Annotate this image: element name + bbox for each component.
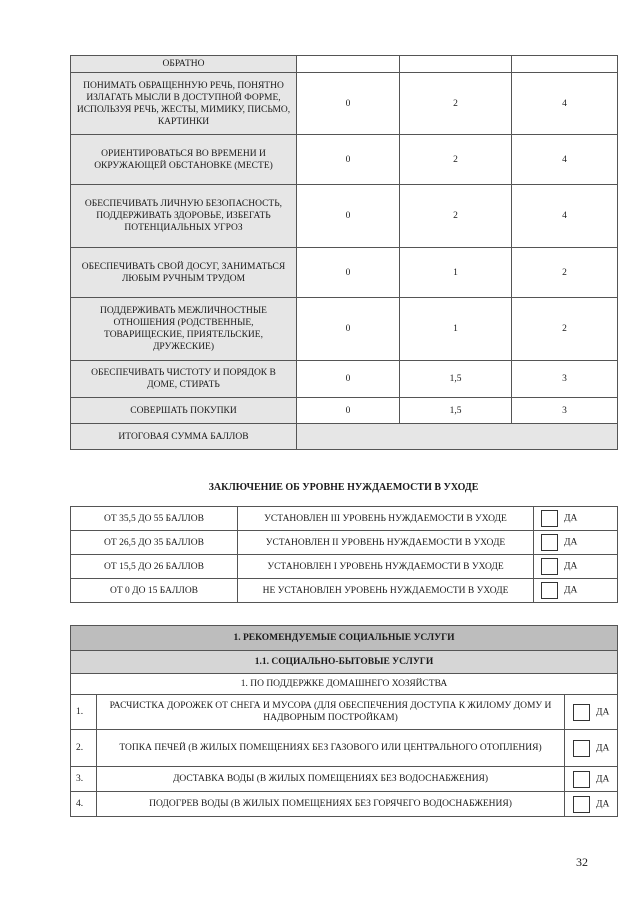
table-row	[71, 792, 618, 817]
score-range: ОТ 35,5 ДО 55 БАЛЛОВ	[71, 507, 238, 531]
row-label: ОБРАТНО	[71, 56, 297, 73]
table-row	[71, 185, 618, 248]
yes-option	[565, 767, 618, 792]
score-table	[70, 55, 618, 450]
yes-label: ДА	[564, 561, 578, 572]
yes-checkbox[interactable]	[573, 704, 590, 721]
yes-checkbox[interactable]	[541, 582, 558, 599]
care-level: НЕ УСТАНОВЛЕН УРОВЕНЬ НУЖДАЕМОСТИ В УХОДЕ	[238, 579, 534, 603]
row-label: ПОНИМАТЬ ОБРАЩЕННУЮ РЕЧЬ, ПОНЯТНО ИЗЛАГАТЬ МЫСЛИ В ДОСТУПНОЙ ФОРМЕ, ИСПОЛЬЗУЯ РЕЧЬ, ЖЕСТЫ, МИМИКУ, ПИСЬМО, КАРТИНКИ	[71, 73, 297, 135]
yes-option	[565, 730, 618, 767]
subsection-heading-row	[71, 651, 618, 674]
score-range: ОТ 0 ДО 15 БАЛЛОВ	[71, 579, 238, 603]
score-cell: 0	[297, 398, 400, 424]
table-row	[71, 398, 618, 424]
score-range: ОТ 15,5 ДО 26 БАЛЛОВ	[71, 555, 238, 579]
yes-checkbox[interactable]	[573, 796, 590, 813]
score-cell: 2	[400, 73, 512, 135]
table-row	[71, 248, 618, 298]
score-cell: 0	[297, 361, 400, 398]
subsection-heading: 1.1. СОЦИАЛЬНО-БЫТОВЫЕ УСЛУГИ	[71, 651, 618, 674]
row-number: 3.	[71, 767, 97, 792]
table-row	[71, 135, 618, 185]
row-number: 2.	[71, 730, 97, 767]
table-row	[71, 73, 618, 135]
group-heading-row	[71, 674, 618, 695]
score-cell: 1,5	[400, 398, 512, 424]
score-cell	[297, 56, 400, 73]
score-cell: 4	[512, 135, 618, 185]
service-text: ПОДОГРЕВ ВОДЫ (В ЖИЛЫХ ПОМЕЩЕНИЯХ БЕЗ ГОРЯЧЕГО ВОДОСНАБЖЕНИЯ)	[97, 792, 565, 817]
total-row	[71, 424, 618, 450]
score-cell: 0	[297, 185, 400, 248]
score-cell: 0	[297, 73, 400, 135]
score-cell: 2	[512, 248, 618, 298]
section-heading-row	[71, 626, 618, 651]
score-cell: 0	[297, 248, 400, 298]
score-cell: 1	[400, 248, 512, 298]
yes-label: ДА	[564, 585, 578, 596]
score-cell: 0	[297, 135, 400, 185]
yes-option	[534, 531, 618, 555]
care-level: УСТАНОВЛЕН II УРОВЕНЬ НУЖДАЕМОСТИ В УХОДЕ	[238, 531, 534, 555]
conclusion-title: ЗАКЛЮЧЕНИЕ ОБ УРОВНЕ НУЖДАЕМОСТИ В УХОДЕ	[208, 482, 479, 493]
yes-option	[534, 579, 618, 603]
yes-label: ДА	[596, 743, 610, 753]
yes-label: ДА	[596, 707, 610, 717]
table-row	[71, 767, 618, 792]
table-row	[71, 507, 618, 531]
row-label: ОРИЕНТИРОВАТЬСЯ ВО ВРЕМЕНИ И ОКРУЖАЮЩЕЙ ОБСТАНОВКЕ (МЕСТЕ)	[71, 135, 297, 185]
service-text: ТОПКА ПЕЧЕЙ (В ЖИЛЫХ ПОМЕЩЕНИЯХ БЕЗ ГАЗОВОГО ИЛИ ЦЕНТРАЛЬНОГО ОТОПЛЕНИЯ)	[97, 730, 565, 767]
score-cell	[512, 56, 618, 73]
score-cell: 4	[512, 185, 618, 248]
services-table	[70, 625, 618, 817]
row-label: ОБЕСПЕЧИВАТЬ СВОЙ ДОСУГ, ЗАНИМАТЬСЯ ЛЮБЫМ РУЧНЫМ ТРУДОМ	[71, 248, 297, 298]
table-row	[71, 579, 618, 603]
score-cell: 4	[512, 73, 618, 135]
page-number: 32	[576, 855, 588, 869]
total-score-field[interactable]	[297, 424, 618, 450]
table-row	[71, 730, 618, 767]
group-heading: 1. ПО ПОДДЕРЖКЕ ДОМАШНЕГО ХОЗЯЙСТВА	[71, 674, 618, 695]
yes-label: ДА	[596, 799, 610, 809]
care-level: УСТАНОВЛЕН III УРОВЕНЬ НУЖДАЕМОСТИ В УХОДЕ	[238, 507, 534, 531]
score-cell: 1	[400, 298, 512, 361]
table-row	[71, 531, 618, 555]
row-number: 4.	[71, 792, 97, 817]
table-row	[71, 298, 618, 361]
score-cell: 1,5	[400, 361, 512, 398]
yes-option	[565, 695, 618, 730]
yes-option	[534, 507, 618, 531]
yes-label: ДА	[564, 513, 578, 524]
score-cell: 2	[512, 298, 618, 361]
yes-checkbox[interactable]	[573, 740, 590, 757]
score-cell	[400, 56, 512, 73]
service-text: РАСЧИСТКА ДОРОЖЕК ОТ СНЕГА И МУСОРА (ДЛЯ ОБЕСПЕЧЕНИЯ ДОСТУПА К ЖИЛОМУ ДОМУ И НАДВОРНЫМ ПОСТРОЙКАМ)	[97, 695, 565, 730]
table-row	[71, 361, 618, 398]
score-cell: 0	[297, 298, 400, 361]
yes-checkbox[interactable]	[541, 534, 558, 551]
table-row	[71, 555, 618, 579]
score-range: ОТ 26,5 ДО 35 БАЛЛОВ	[71, 531, 238, 555]
care-level: УСТАНОВЛЕН I УРОВЕНЬ НУЖДАЕМОСТИ В УХОДЕ	[238, 555, 534, 579]
yes-checkbox[interactable]	[541, 558, 558, 575]
total-label: ИТОГОВАЯ СУММА БАЛЛОВ	[71, 424, 297, 450]
service-text: ДОСТАВКА ВОДЫ (В ЖИЛЫХ ПОМЕЩЕНИЯХ БЕЗ ВОДОСНАБЖЕНИЯ)	[97, 767, 565, 792]
score-cell: 2	[400, 135, 512, 185]
row-label: ОБЕСПЕЧИВАТЬ ЛИЧНУЮ БЕЗОПАСНОСТЬ, ПОДДЕРЖИВАТЬ ЗДОРОВЬЕ, ИЗБЕГАТЬ ПОТЕНЦИАЛЬНЫХ УГРОЗ	[71, 185, 297, 248]
conclusion-table	[70, 506, 618, 603]
row-label: СОВЕРШАТЬ ПОКУПКИ	[71, 398, 297, 424]
row-label: ПОДДЕРЖИВАТЬ МЕЖЛИЧНОСТНЫЕ ОТНОШЕНИЯ (РОДСТВЕННЫЕ, ТОВАРИЩЕСКИЕ, ПРИЯТЕЛЬСКИЕ, ДРУЖЕСКИЕ)	[71, 298, 297, 361]
yes-label: ДА	[564, 537, 578, 548]
score-cell: 3	[512, 398, 618, 424]
table-row	[71, 56, 618, 73]
yes-checkbox[interactable]	[573, 771, 590, 788]
yes-option	[565, 792, 618, 817]
table-row	[71, 695, 618, 730]
yes-checkbox[interactable]	[541, 510, 558, 527]
row-label: ОБЕСПЕЧИВАТЬ ЧИСТОТУ И ПОРЯДОК В ДОМЕ, СТИРАТЬ	[71, 361, 297, 398]
row-number: 1.	[71, 695, 97, 730]
score-cell: 3	[512, 361, 618, 398]
section-heading: 1. РЕКОМЕНДУЕМЫЕ СОЦИАЛЬНЫЕ УСЛУГИ	[71, 626, 618, 651]
yes-option	[534, 555, 618, 579]
score-cell: 2	[400, 185, 512, 248]
yes-label: ДА	[596, 774, 610, 784]
